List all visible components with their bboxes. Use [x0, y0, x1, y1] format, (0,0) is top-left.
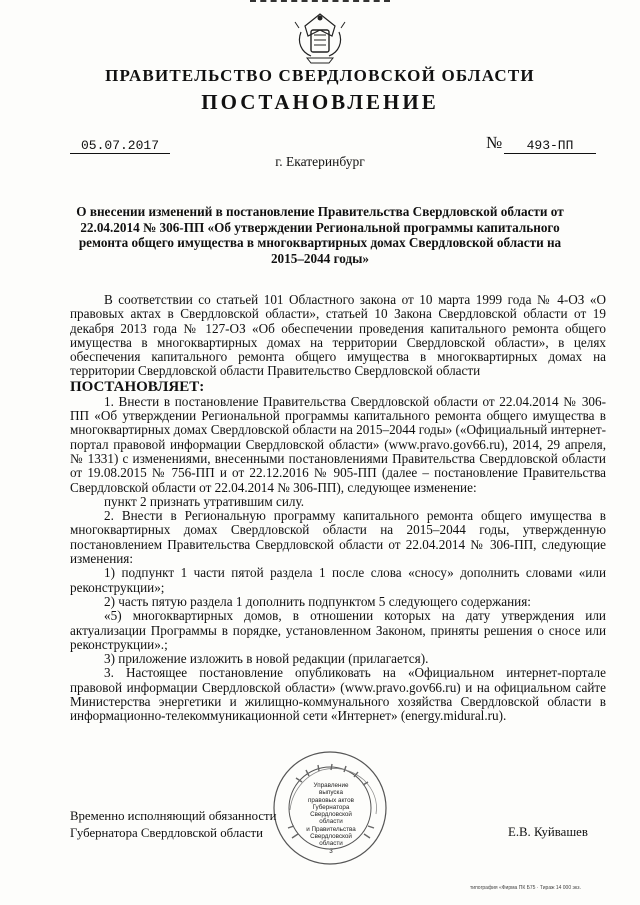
item-paragraph: пункт 2 признать утратившим силу. — [104, 493, 305, 509]
seal-line: Управление — [313, 782, 349, 789]
signature-position-line: Временно исполняющий обязанности — [70, 809, 277, 823]
seal-line: правовых актов — [308, 796, 354, 804]
decree-word: ПОСТАНОВЛЯЕТ: — [70, 378, 205, 395]
item-paragraph: 3) приложение изложить в новой редакции (прилагается). — [104, 651, 429, 667]
print-footer: типография «Фирма ПК Б75 · Тираж 14 000 экз. — [470, 885, 581, 891]
item-paragraph: 2) часть пятую раздела 1 дополнить подпунктом 5 следующего содержания: — [104, 593, 531, 609]
document-body — [70, 293, 606, 724]
signature-position — [70, 808, 276, 842]
city: г. Екатеринбург — [275, 154, 365, 169]
top-ornament — [250, 0, 390, 5]
document-title: О внесении изменений в постановление Правительства Свердловской области от 22.04.2014 № 306-ПП «Об утверждении Региональной программы капитального ремонта общего имущества в многоквартирных домах Свердловской области на 2015–2044 годы» — [76, 204, 564, 266]
document-number: 493-ПП — [504, 138, 596, 154]
number-label: № — [486, 133, 503, 152]
coat-of-arms-icon — [291, 8, 349, 66]
signature-position-line: Губернатора Свердловской области — [70, 826, 264, 840]
item-paragraph: 1) подпункт 1 части пятой раздела 1 после слова «сносу» дополнить словами «или реконструкции»; — [70, 565, 606, 595]
signature-name: Е.В. Куйвашев — [508, 825, 588, 839]
seal-line: Свердловской — [310, 833, 352, 841]
item-paragraph: 2. Внести в Региональную программу капитального ремонта общего имущества в многоквартирных домах Свердловской области на 2015–2044 годы, утвержденную постановлением Правительства Свердловской области от 22.04.2014 № 306-ПП, следующие изменения: — [70, 508, 606, 567]
document-date: 05.07.2017 — [70, 138, 170, 154]
seal-line: 3 — [329, 847, 333, 855]
seal-line: Свердловской области — [310, 811, 352, 826]
seal-line: Губернатора — [312, 803, 350, 811]
government-name: ПРАВИТЕЛЬСТВО СВЕРДЛОВСКОЙ ОБЛАСТИ — [105, 66, 535, 85]
seal-line: области — [319, 840, 343, 848]
item-paragraph: 3. Настоящее постановление опубликовать на «Официальном интернет-портале правовой информации Свердловской области» (www.pravo.gov66.ru) и на официальном сайте Министерства энергетики и жилищно-коммунального хозяйства Свердловской области в информационно-телекоммуникационной сети «Интернет» (energy.midural.ru). — [70, 665, 606, 724]
seal-inner-text — [302, 782, 360, 855]
item-paragraph: 1. Внести в постановление Правительства Свердловской области от 22.04.2014 № 306-ПП «Об утверждении Региональной программы капитального ремонта общего имущества в многоквартирных домах Свердловской области на 2015–2044 годы» («Официальный интернет-портал правовой информации Свердловской области» (www.pravo.gov66.ru), 2014, 29 апреля, № 1331) с изменениями, внесенными постановлениями Правительства Свердловской области от 19.08.2015 № 756-ПП и от 22.12.2016 № 905-ПП (далее – постановление Правительства Свердловской области от 22.04.2014 № 306-ПП), следующее изменение: — [70, 393, 606, 495]
item-paragraph: «5) многоквартирных домов, в отношении которых на дату утверждения или актуализации Программы в порядке, установленном Законом, приняты решения о сносе или реконструкции».; — [70, 608, 606, 652]
document-type: ПОСТАНОВЛЕНИЕ — [201, 90, 439, 114]
seal-line: и Правительства — [306, 825, 356, 833]
preamble: В соответствии со статьей 101 Областного закона от 10 марта 1999 года № 4-ОЗ «О правовых актах в Свердловской области», статьей 10 Закона Свердловской области от 19 декабря 2013 года № 127-ОЗ «Об обеспечении проведения капитального ремонта общего имущества в многоквартирных домах на территории Свердловской области», в целях обеспечения капитального ремонта общего имущества в многоквартирных домах на территории Свердловской области Правительство Свердловской области — [70, 292, 606, 379]
seal-line: выпуска — [319, 789, 343, 797]
